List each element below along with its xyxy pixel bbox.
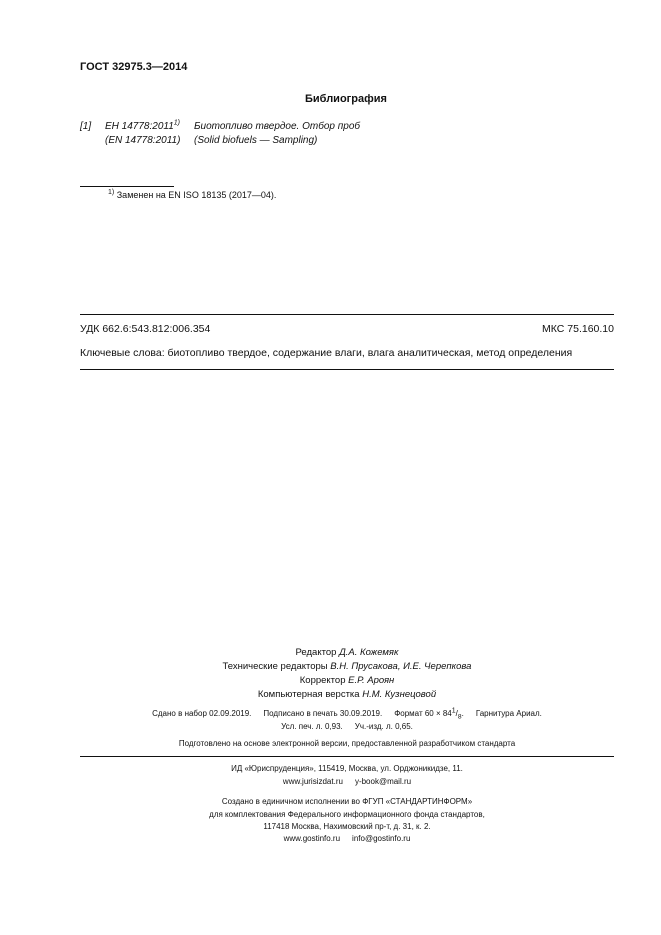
footnote xyxy=(108,190,276,200)
udk-code: УДК 662.6:543.812:006.354 xyxy=(80,323,211,335)
classification-top-rule xyxy=(80,314,614,315)
classification-bottom-rule xyxy=(80,369,614,370)
imprint-line-2 xyxy=(80,722,614,731)
imprint-signed: Подписано в печать 30.09.2019. xyxy=(263,709,383,718)
created-email: info@gostinfo.ru xyxy=(352,834,411,843)
created-site: www.gostinfo.ru xyxy=(283,834,341,843)
imprint-rule xyxy=(80,756,614,757)
imprint-format: Формат $60 \times 84^1/_8$. xyxy=(394,707,464,721)
imprint-prepared: Подготовлено на основе электронной версии, предоставленной разработчиком стандарта xyxy=(178,739,516,748)
bib-entry-title-ru: Биотопливо твердое. Отбор проб xyxy=(194,121,361,132)
publisher-site: www.jurisizdat.ru xyxy=(282,777,343,786)
bib-entry-footnote-ref: 1) xyxy=(173,119,180,127)
document-header: ГОСТ 32975.3—2014 xyxy=(80,61,188,73)
bib-entry-code-text: ЕН 14778:2011 xyxy=(105,121,174,132)
publisher-contacts xyxy=(80,777,614,786)
credit-tech-editors: Технические редакторы В.Н. Прусакова, И.Е. Черепкова xyxy=(222,661,472,672)
imprint-publisher-sheets: Уч.-изд. л. 0,65. xyxy=(354,722,413,731)
mks-code: МКС 75.160.10 xyxy=(542,323,614,335)
imprint-print-sheets: Усл. печ. л. 0,93. xyxy=(281,722,343,731)
keywords: Ключевые слова: биотопливо твердое, содержание влаги, влага аналитическая, метод определения xyxy=(80,347,573,359)
credit-layout: Компьютерная верстка Н.М. Кузнецовой xyxy=(257,689,437,700)
footnote-mark: 1) xyxy=(108,189,115,196)
imprint-typeface: Гарнитура Ариал. xyxy=(475,709,542,718)
footnote-text: Заменен на EN ISO 18135 (2017—04). xyxy=(116,190,277,200)
created-contacts xyxy=(80,834,614,843)
created-line-3: 117418 Москва, Нахимовский пр-т, д. 31, к. 2. xyxy=(263,822,431,831)
imprint-line-1 xyxy=(80,709,614,721)
bib-entry-number: [1] xyxy=(80,121,92,132)
publisher-line-1: ИД «Юриспруденция», 115419, Москва, ул. Орджоникидзе, 11. xyxy=(231,764,463,773)
credit-corrector: Корректор Е.Р. Ароян xyxy=(299,675,395,686)
credits-block xyxy=(80,646,614,702)
imprint-submitted: Сдано в набор 02.09.2019. xyxy=(152,709,252,718)
bibliography-title: Библиография xyxy=(305,93,387,105)
created-line-2: для комплектования Федерального информационного фонда стандартов, xyxy=(209,810,485,819)
credit-editor: Редактор Д.А. Кожемяк xyxy=(295,647,399,658)
bib-entry-code xyxy=(105,121,180,132)
footnote-divider xyxy=(80,186,174,187)
publisher-email: y-book@mail.ru xyxy=(354,777,412,786)
bib-entry-title-en: (Solid biofuels — Sampling) xyxy=(194,135,318,146)
bib-entry-code-alt: (EN 14778:2011) xyxy=(105,135,181,146)
created-line-1: Создано в единичном исполнении во ФГУП «СТАНДАРТИНФОРМ» xyxy=(221,797,473,806)
